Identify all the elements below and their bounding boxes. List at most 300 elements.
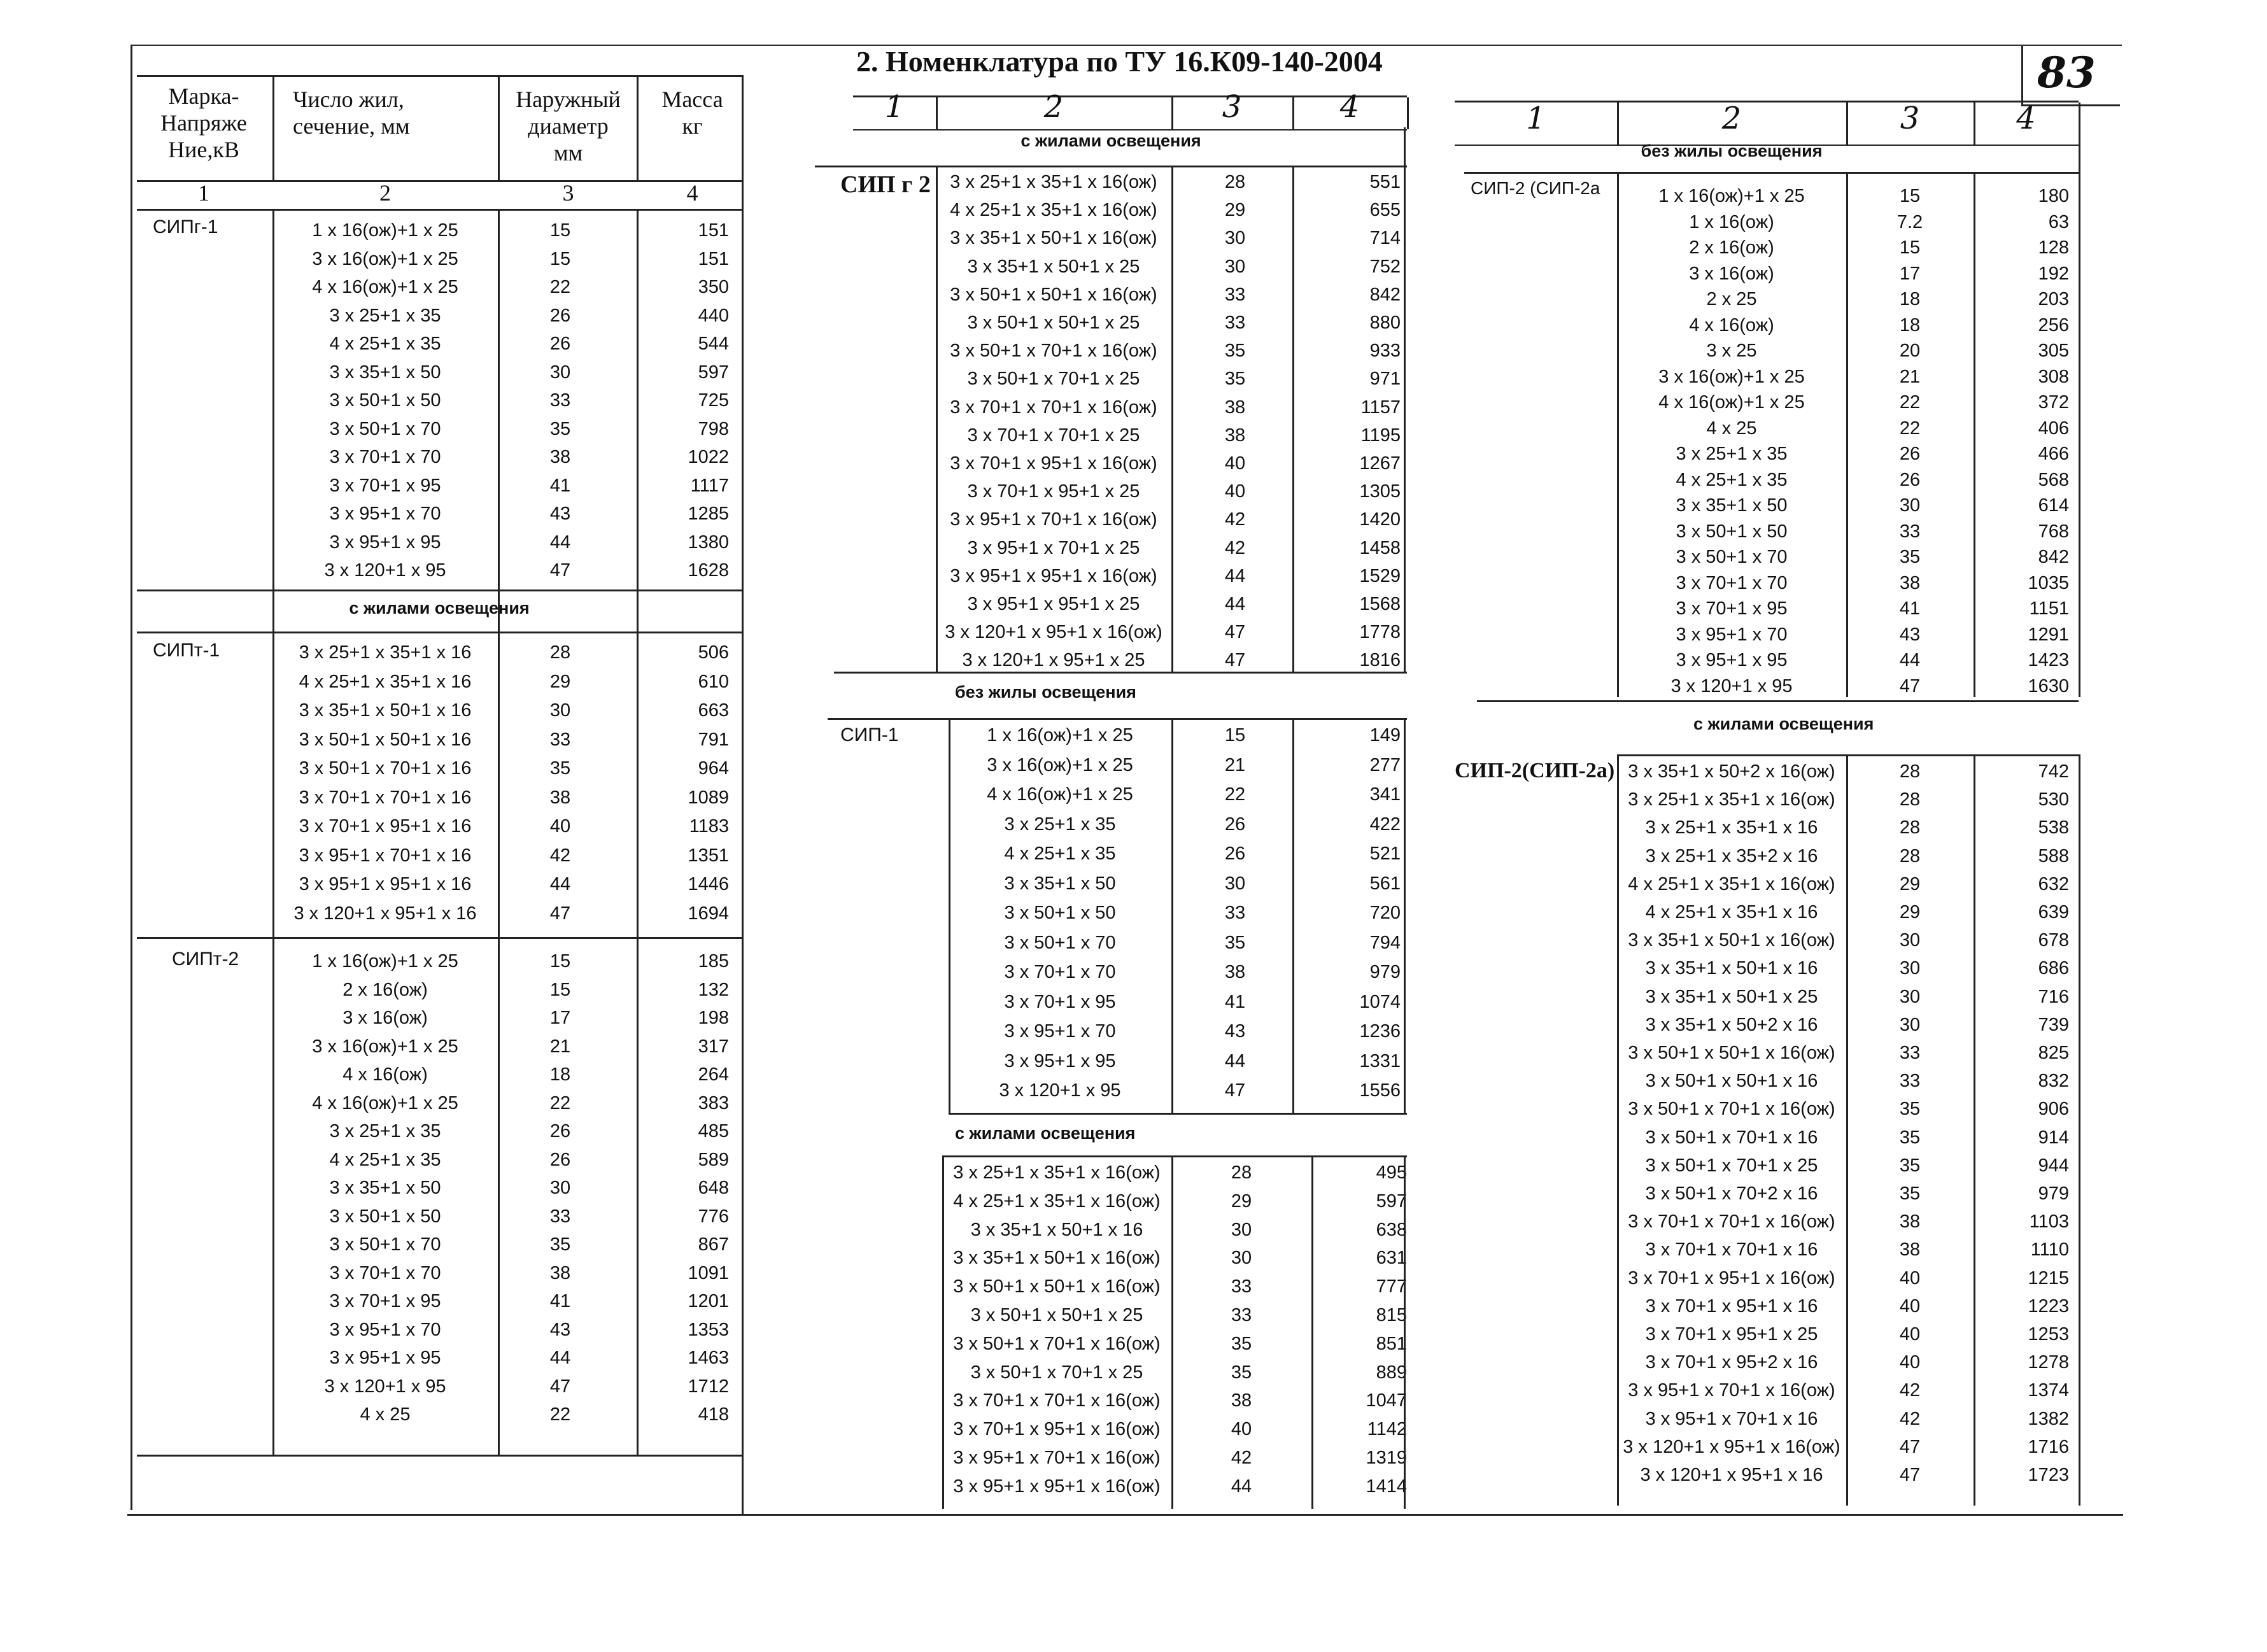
cell-mass: 1420 [1359,509,1401,530]
cell-cores: 3 x 25+1 x 35 [329,1121,441,1141]
cell-mass: 132 [698,979,729,1000]
cell-diameter: 35 [1899,1183,1921,1204]
cell-cores: 3 x 25+1 x 35 [329,305,441,326]
table-row [942,1303,1407,1328]
cell-mass: 768 [2038,521,2069,542]
table-row [949,812,1407,837]
cell-diameter: 47 [549,560,571,581]
col-number: 2 [1721,101,1742,136]
cell-diameter: 30 [1231,1248,1252,1269]
cell-mass: 1215 [2028,1267,2069,1288]
cell-mass: 815 [1376,1305,1407,1325]
cell-diameter: 29 [1899,902,1921,922]
cell-mass: 63 [2048,211,2069,232]
cell-cores: 3 x 95+1 x 95 [1004,1050,1116,1071]
section-title: без жилы освещения [1641,141,1823,160]
rule [1404,1155,1406,1509]
cell-mass: 1157 [1360,397,1401,418]
cell-diameter: 30 [1899,958,1921,979]
cell-mass: 851 [1376,1333,1407,1354]
cell-diameter: 26 [549,334,571,354]
table-row [274,444,738,470]
cell-diameter: 30 [1231,1219,1252,1240]
table-row [274,1062,738,1087]
cell-cores: 3 x 95+1 x 95+1 x 16 [299,874,472,894]
rule [2079,102,2080,145]
cell-cores: 3 x 25+1 x 35+2 x 16 [1645,845,1818,866]
cell-mass: 151 [698,220,729,241]
cell-cores: 3 x 35+1 x 50 [1676,495,1788,516]
cell-cores: 1 x 16(ож)+1 x 25 [1658,186,1805,206]
cell-diameter: 18 [549,1064,571,1085]
mark-label: СИПт-1 [153,640,220,661]
rule [2079,143,2080,697]
cell-mass: 1778 [1359,622,1401,643]
cell-diameter: 41 [549,1291,571,1311]
cell-cores: 3 x 95+1 x 70+1 x 16 [1645,1408,1818,1429]
cell-mass: 1319 [1366,1448,1407,1468]
cell-cores: 3 x 70+1 x 95+1 x 16 [299,816,472,837]
rule [1292,166,1294,672]
cell-cores: 3 x 120+1 x 95+1 x 16 [1640,1465,1823,1485]
cell-cores: 3 x 95+1 x 70 [329,504,441,524]
cell-diameter: 47 [1899,1436,1921,1457]
cell-cores: 3 x 95+1 x 95+1 x 16(ож) [950,565,1157,586]
cell-cores: 3 x 50+1 x 70+1 x 25 [970,1362,1143,1383]
cell-diameter: 43 [549,1319,571,1340]
cell-mass: 149 [1369,725,1401,745]
cell-cores: 4 x 16(ож)+1 x 25 [987,784,1133,805]
cell-cores: 3 x 95+1 x 70 [329,1319,441,1340]
cell-diameter: 40 [549,816,571,837]
cell-diameter: 30 [1224,228,1246,249]
table-row [274,1147,738,1173]
cell-cores: 3 x 70+1 x 95+1 x 25 [967,481,1140,502]
rule [637,209,639,1455]
table-row [274,640,738,665]
cell-cores: 3 x 50+1 x 70+1 x 16(ож) [950,341,1157,362]
table-row [949,1048,1407,1074]
cell-cores: 3 x 25+1 x 35+1 x 16(ож) [950,172,1157,192]
table-row [949,841,1407,866]
cell-diameter: 38 [1899,572,1921,593]
cell-diameter: 40 [1899,1267,1921,1288]
cell-mass: 832 [2038,1071,2069,1092]
cell-mass: 1568 [1359,594,1401,614]
cell-diameter: 30 [1899,495,1921,516]
cell-mass: 597 [1376,1190,1407,1211]
cell-diameter: 33 [1224,903,1246,923]
table-row [274,727,738,752]
cell-cores: 3 x 35+1 x 50+1 x 25 [1645,986,1818,1007]
cell-diameter: 41 [1899,598,1921,619]
cell-mass: 944 [2038,1155,2069,1176]
cell-cores: 3 x 120+1 x 95 [324,1376,446,1397]
cell-diameter: 40 [1231,1419,1252,1440]
cell-mass: 632 [2038,873,2069,894]
cell-mass: 1351 [688,845,729,866]
cell-mass: 1380 [688,532,729,553]
cell-mass: 538 [2038,817,2069,838]
cell-mass: 1195 [1360,425,1401,446]
cell-diameter: 47 [1224,650,1246,671]
col-number: 3 [562,180,574,206]
table-row [942,1388,1407,1413]
cell-diameter: 35 [1224,341,1246,362]
cell-diameter: 44 [1224,594,1246,614]
table-row [942,1160,1407,1185]
col-number: 4 [686,180,698,206]
cell-mass: 277 [1369,754,1401,775]
cell-mass: 614 [2038,495,2069,516]
cell-mass: 506 [698,642,729,663]
cell-cores: 3 x 70+1 x 70+1 x 16(ож) [953,1390,1161,1411]
cell-mass: 1628 [688,560,729,581]
cell-diameter: 38 [1224,425,1246,446]
cell-mass: 561 [1369,873,1401,894]
col-number: 3 [1900,101,1920,136]
table-row [274,1402,738,1427]
rule [1292,718,1294,1113]
cell-diameter: 26 [1224,814,1246,835]
section-title: с жилами освещения [1693,714,1874,733]
cell-diameter: 35 [1231,1333,1252,1354]
cell-diameter: 35 [1231,1362,1252,1383]
table-row [942,1416,1407,1442]
col-number: 1 [884,89,905,125]
table-row [274,1232,738,1257]
cell-cores: 3 x 50+1 x 50+1 x 25 [970,1305,1143,1325]
cell-mass: 530 [2038,789,2069,810]
cell-diameter: 21 [549,1036,571,1057]
cell-cores: 3 x 35+1 x 50 [329,362,441,383]
cell-mass: 631 [1376,1248,1407,1269]
table-row [274,218,738,243]
cell-diameter: 28 [549,642,571,663]
cell-mass: 752 [1369,256,1401,277]
cell-diameter: 42 [1899,1380,1921,1401]
cell-mass: 1446 [688,874,729,894]
cell-mass: 422 [1369,814,1401,835]
cell-mass: 725 [698,390,729,411]
cell-cores: 3 x 95+1 x 70+1 x 16(ож) [950,509,1157,530]
cell-mass: 1091 [688,1262,729,1283]
cell-diameter: 29 [1231,1190,1252,1211]
cell-cores: 3 x 50+1 x 70+1 x 16 [299,758,472,779]
table-row [274,1260,738,1286]
cell-diameter: 26 [549,1121,571,1141]
cell-cores: 3 x 70+1 x 70 [329,1262,441,1283]
cell-cores: 3 x 50+1 x 50 [329,390,441,411]
cell-mass: 1331 [1359,1050,1401,1071]
cell-diameter: 26 [549,305,571,326]
cell-cores: 3 x 95+1 x 95+1 x 25 [967,594,1140,614]
cell-diameter: 29 [1224,200,1246,221]
cell-diameter: 40 [1224,481,1246,502]
cell-mass: 418 [698,1404,729,1425]
cell-mass: 1556 [1359,1080,1401,1101]
cell-mass: 264 [698,1064,729,1085]
cell-mass: 1142 [1367,1419,1407,1440]
cell-mass: 1201 [688,1291,729,1311]
header-cores: Число жил, сечение, мм [293,87,410,139]
cell-diameter: 18 [1899,314,1921,335]
table-row [949,989,1407,1015]
cell-cores: 3 x 95+1 x 70+1 x 25 [967,537,1140,558]
cell-mass: 1305 [1359,481,1401,502]
col-number: 1 [1526,101,1546,136]
cell-diameter: 44 [549,532,571,553]
col-number: 2 [1043,89,1064,125]
cell-diameter: 22 [549,1092,571,1113]
cell-mass: 791 [698,729,729,750]
cell-diameter: 38 [1224,962,1246,982]
table-row [949,900,1407,926]
cell-cores: 4 x 25+1 x 35 [329,334,441,354]
cell-cores: 3 x 50+1 x 70+1 x 25 [967,369,1140,390]
cell-diameter: 44 [1231,1476,1252,1497]
rule [936,166,938,672]
cell-diameter: 15 [1899,237,1921,258]
cell-cores: 3 x 35+1 x 50+2 x 16(ож) [1628,761,1835,782]
cell-diameter: 35 [549,758,571,779]
cell-mass: 1458 [1359,537,1401,558]
cell-diameter: 30 [1224,873,1246,894]
table-row [274,360,738,385]
cell-mass: 678 [2038,930,2069,951]
cell-mass: 203 [2038,289,2069,309]
cell-mass: 440 [698,305,729,326]
rule [1311,1155,1313,1509]
table-row [274,843,738,868]
cell-mass: 1716 [2028,1436,2069,1457]
cell-cores: 3 x 35+1 x 50+1 x 16(ож) [1628,930,1835,951]
rule [1464,172,2079,174]
cell-mass: 716 [2038,986,2069,1007]
table-row [942,1445,1407,1471]
cell-cores: 3 x 50+1 x 50 [1004,903,1116,923]
cell-cores: 3 x 50+1 x 50+1 x 16(ож) [953,1276,1161,1297]
table-row [274,1119,738,1144]
cell-mass: 597 [698,362,729,383]
cell-cores: 3 x 16(ож) [1689,263,1774,284]
table-row [949,959,1407,985]
cell-diameter: 30 [1899,1014,1921,1035]
cell-cores: 4 x 16(ож) [1689,314,1774,335]
cell-mass: 742 [2038,761,2069,782]
cell-mass: 1103 [2029,1211,2069,1232]
cell-cores: 3 x 70+1 x 95+1 x 16 [1645,1295,1818,1317]
cell-cores: 3 x 120+1 x 95 [324,560,446,581]
cell-mass: 1374 [2028,1380,2069,1401]
cell-diameter: 33 [1231,1276,1252,1297]
cell-cores: 3 x 25+1 x 35+1 x 16 [1645,817,1818,838]
cell-cores: 3 x 25+1 x 35+1 x 16(ож) [1628,789,1835,810]
cell-diameter: 41 [1224,991,1246,1012]
table-row [942,1189,1407,1214]
cell-cores: 3 x 35+1 x 50 [329,1178,441,1198]
cell-mass: 979 [2038,1183,2069,1204]
table-row [274,530,738,555]
cell-mass: 185 [698,951,729,971]
cell-mass: 1291 [2028,624,2069,645]
cell-diameter: 15 [549,951,571,971]
cell-diameter: 21 [1224,754,1246,775]
cell-mass: 495 [1376,1162,1407,1183]
rule [949,1113,1407,1115]
cell-mass: 317 [698,1036,729,1057]
cell-cores: 3 x 70+1 x 70 [1004,962,1116,982]
cell-diameter: 15 [549,220,571,241]
cell-mass: 739 [2038,1014,2069,1035]
cell-mass: 588 [2038,845,2069,866]
rule [137,632,742,633]
cell-diameter: 28 [1899,845,1921,866]
cell-mass: 610 [698,671,729,692]
rule [1974,172,1975,697]
rule [1404,127,1406,672]
cell-mass: 933 [1369,341,1401,362]
rule [1617,754,1619,1506]
cell-diameter: 44 [1899,650,1921,670]
table-row [942,1274,1407,1299]
cell-mass: 551 [1369,172,1401,192]
cell-cores: 4 x 25+1 x 35+1 x 16(ож) [950,200,1157,221]
table-row [274,473,738,498]
cell-diameter: 17 [549,1008,571,1028]
cell-cores: 1 x 16(ож)+1 x 25 [987,725,1133,745]
rule [1171,166,1173,672]
cell-cores: 4 x 16(ож)+1 x 25 [312,277,458,297]
cell-diameter: 33 [1224,284,1246,305]
cell-cores: 2 x 16(ож) [1689,237,1774,258]
cell-diameter: 43 [1224,1021,1246,1041]
cell-cores: 4 x 25+1 x 35+1 x 16(ож) [1628,873,1835,894]
cell-cores: 3 x 25+1 x 35 [1004,814,1116,835]
cell-diameter: 44 [1224,1050,1246,1071]
cell-diameter: 43 [1899,624,1921,645]
cell-diameter: 15 [549,979,571,1000]
cell-mass: 256 [2038,314,2069,335]
cell-diameter: 18 [1899,289,1921,309]
cell-diameter: 42 [1224,537,1246,558]
cell-cores: 3 x 70+1 x 70+1 x 16 [1645,1239,1818,1260]
cell-diameter: 35 [549,418,571,439]
cell-diameter: 28 [1899,789,1921,810]
cell-diameter: 41 [549,475,571,496]
cell-diameter: 40 [1899,1352,1921,1373]
section-title: без жилы освещения [955,682,1136,702]
cell-mass: 648 [698,1178,729,1198]
cell-cores: 3 x 95+1 x 70+1 x 16 [299,845,472,866]
cell-cores: 3 x 95+1 x 95 [329,532,441,553]
cell-diameter: 28 [1224,172,1246,192]
table-row [274,274,738,300]
cell-diameter: 44 [549,1348,571,1368]
cell-cores: 3 x 50+1 x 70 [329,1234,441,1255]
cell-mass: 777 [1376,1276,1407,1297]
cell-cores: 3 x 70+1 x 95 [329,475,441,496]
cell-cores: 3 x 25+1 x 35 [1676,444,1788,464]
table-row [949,1078,1407,1103]
cell-cores: 3 x 70+1 x 95+1 x 25 [1645,1324,1818,1345]
cell-cores: 3 x 70+1 x 95+1 x 16(ож) [953,1419,1161,1440]
mark-label: СИПг-1 [153,216,218,237]
cell-cores: 3 x 70+1 x 95 [1004,991,1116,1012]
cell-mass: 151 [698,248,729,269]
cell-diameter: 26 [1224,844,1246,864]
rule [137,75,742,77]
cell-diameter: 35 [549,1234,571,1255]
cell-diameter: 43 [549,504,571,524]
cell-diameter: 38 [1899,1211,1921,1232]
cell-mass: 1712 [688,1376,729,1397]
cell-mass: 568 [2038,469,2069,490]
cell-diameter: 30 [549,362,571,383]
cell-diameter: 33 [1899,1071,1921,1092]
cell-cores: 3 x 50+1 x 50+1 x 16 [299,729,472,750]
cell-mass: 880 [1369,313,1401,333]
cell-mass: 720 [1369,903,1401,923]
table-row [942,1217,1407,1243]
cell-mass: 776 [698,1206,729,1227]
cell-cores: 3 x 50+1 x 50+1 x 25 [967,313,1140,333]
cell-diameter: 35 [1224,369,1246,390]
cell-cores: 3 x 50+1 x 70+1 x 16(ож) [1628,1099,1835,1120]
cell-cores: 3 x 70+1 x 70+1 x 16(ож) [1628,1211,1835,1232]
cell-mass: 1278 [2028,1352,2069,1373]
table-row [274,246,738,272]
cell-mass: 1353 [688,1319,729,1340]
cell-cores: 3 x 70+1 x 95+1 x 16(ож) [1628,1267,1835,1288]
cell-mass: 1816 [1359,650,1401,671]
table-row [274,501,738,526]
table-row [274,1005,738,1031]
rule [137,1455,742,1457]
cell-cores: 3 x 95+1 x 95+1 x 16(ож) [953,1476,1161,1497]
rule [272,209,274,1455]
cell-cores: 3 x 50+1 x 70+2 x 16 [1645,1183,1818,1204]
header-mass: Масса кг [661,87,723,139]
cell-cores: 3 x 25+1 x 35+1 x 16 [299,642,472,663]
table-row [274,1091,738,1116]
cell-mass: 638 [1376,1219,1407,1240]
cell-diameter: 35 [1899,1127,1921,1148]
rule [1846,754,1848,1506]
cell-cores: 3 x 70+1 x 70+1 x 16(ож) [950,397,1157,418]
section-title: с жилами освещения [955,1124,1136,1143]
cell-mass: 372 [2038,392,2069,413]
cell-diameter: 17 [1899,263,1921,284]
cell-mass: 798 [698,418,729,439]
cell-cores: 3 x 35+1 x 50+1 x 16 [1645,958,1818,979]
cell-diameter: 35 [1224,932,1246,953]
cell-diameter: 26 [549,1149,571,1170]
rule [742,75,744,1514]
cell-cores: 3 x 70+1 x 95+2 x 16 [1645,1352,1818,1373]
cell-diameter: 28 [1231,1162,1252,1183]
cell-diameter: 15 [549,248,571,269]
cell-mass: 639 [2038,902,2069,922]
cell-diameter: 38 [549,447,571,467]
cell-mass: 1183 [689,816,729,837]
cell-diameter: 35 [1899,547,1921,567]
header-mark: Марка- Напряже Ние,кВ [160,83,247,162]
rule [1171,1155,1173,1509]
section-title: с жилами освещения [349,598,530,618]
cell-diameter: 47 [549,1376,571,1397]
cell-diameter: 42 [1231,1448,1252,1468]
